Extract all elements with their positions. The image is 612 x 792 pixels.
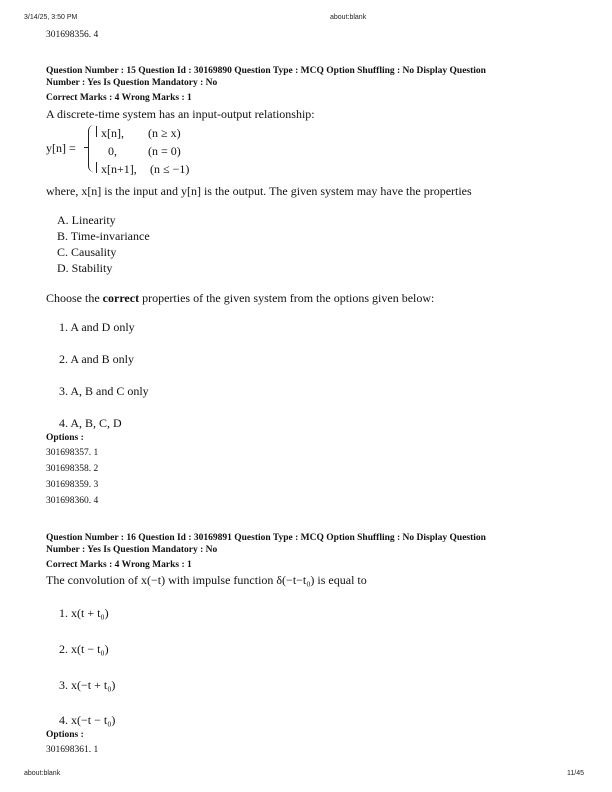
q15-meta-line2: Number : Yes Is Question Mandatory : No [46,78,218,88]
option-id: 301698359. 3 [46,480,99,490]
property-item: B. Time-invariance [57,229,150,243]
equation-row2-expr: 0, [108,144,117,158]
q15-options-label: Options : [46,433,84,443]
equation-row3-cond: (n ≤ −1) [150,162,190,176]
answer-choice: 4. A, B, C, D [59,416,122,430]
q16-options-label: Options : [46,730,84,740]
answer-choice: 3. x(−t + t₀) [59,678,116,692]
property-item: D. Stability [57,261,113,275]
equation-row1-cond: (n ≥ x) [148,126,181,140]
option-id: 301698361. 1 [46,745,99,755]
answer-choice: 2. A and B only [59,352,135,366]
answer-choice: 1. x(t + t₀) [59,606,109,620]
option-id: 301698358. 2 [46,464,99,474]
q15-intro: A discrete-time system has an input-output relationship: [46,107,315,121]
previous-option-id: 301698356. 4 [46,30,99,40]
print-title: about:blank [330,14,367,21]
q16-meta-line1: Question Number : 16 Question Id : 30169891 Question Type : MCQ Option Shuffling : No Display Question [46,533,486,543]
print-datetime: 3/14/25, 3:50 PM [24,14,78,21]
q15-meta-line1: Question Number : 15 Question Id : 30169890 Question Type : MCQ Option Shuffling : No Display Question [46,66,486,76]
equation-row1-expr: x[n], [101,126,124,140]
option-id: 301698360. 4 [46,496,99,506]
answer-choice: 4. x(−t − t₀) [59,713,116,727]
q15-marks: Correct Marks : 4 Wrong Marks : 1 [46,93,192,103]
property-item: A. Linearity [57,213,116,227]
q16-stem: The convolution of x(−t) with impulse function δ(−t−t₀) is equal to [46,573,367,587]
answer-choice: 1. A and D only [59,320,135,334]
equation-lhs: y[n] = [46,141,76,155]
option-id: 301698357. 1 [46,448,99,458]
q15-where-text: where, x[n] is the input and y[n] is the output. The given system may have the properties [46,184,472,198]
print-page-number: 11/45 [567,770,584,777]
q16-marks: Correct Marks : 4 Wrong Marks : 1 [46,560,192,570]
answer-choice: 3. A, B and C only [59,384,149,398]
q15-instruction: Choose the correct properties of the given system from the options given below: [46,291,435,305]
print-footer-url: about:blank [24,770,61,777]
property-item: C. Causality [57,245,117,259]
equation-row2-cond: (n = 0) [148,144,181,158]
answer-choice: 2. x(t − t₀) [59,642,109,656]
equation-row3-expr: x[n+1], [101,162,137,176]
q16-meta-line2: Number : Yes Is Question Mandatory : No [46,545,218,555]
